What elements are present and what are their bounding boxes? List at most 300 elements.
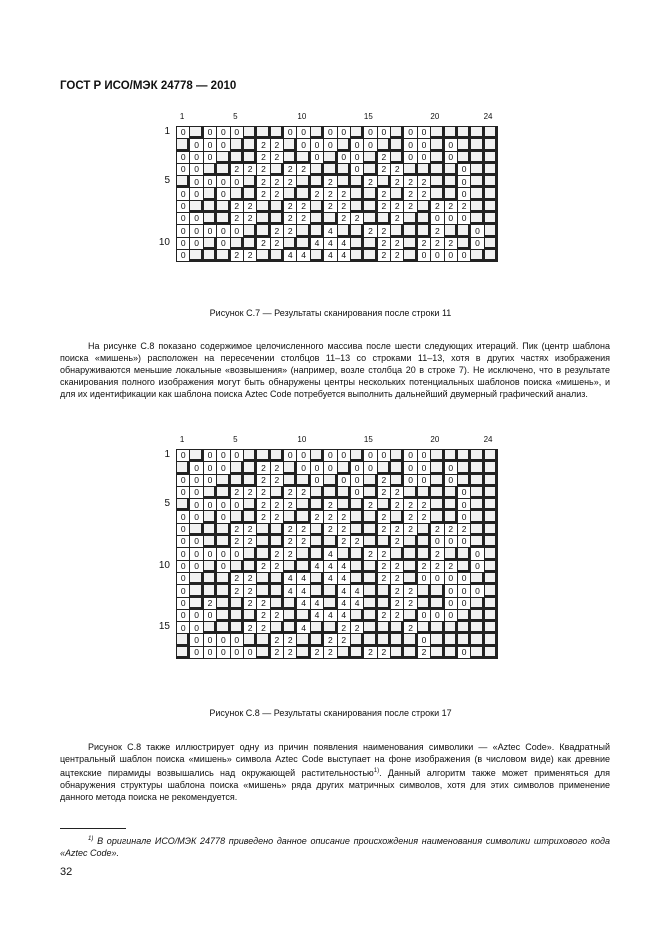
grid-cell-empty (297, 225, 310, 237)
grid-cell-empty (350, 200, 363, 212)
grid-cell-empty (243, 499, 256, 511)
grid-cell-empty (217, 597, 230, 609)
grid-cell-empty (270, 163, 283, 175)
grid-cell-empty (391, 511, 404, 523)
grid-cell-empty (284, 511, 297, 523)
grid-cell-empty (310, 523, 323, 535)
grid-cell-value: 2 (243, 200, 256, 212)
grid-cell-empty (457, 139, 470, 151)
grid-cell-value: 0 (177, 163, 190, 175)
grid-cell-value: 2 (417, 511, 430, 523)
grid-cell-value: 2 (257, 163, 270, 175)
grid-cell-value: 0 (217, 499, 230, 511)
grid-cell-empty (484, 450, 497, 462)
grid-cell-value: 2 (391, 176, 404, 188)
grid-cell-empty (377, 536, 390, 548)
grid-cell-empty (217, 609, 230, 621)
grid-cell-value: 0 (217, 225, 230, 237)
grid-cell-value: 2 (324, 200, 337, 212)
grid-cell-empty (444, 127, 457, 139)
grid-cell-value: 2 (391, 609, 404, 621)
grid-cell-empty (257, 572, 270, 584)
grid-row (177, 225, 498, 237)
grid-row (177, 450, 498, 462)
paragraph-1 (60, 340, 610, 400)
grid-cell-empty (364, 609, 377, 621)
grid-cell-empty (243, 188, 256, 200)
grid-cell-empty (203, 200, 216, 212)
grid-cell-value: 4 (324, 249, 337, 261)
grid-cell-empty (484, 188, 497, 200)
grid-cell-value: 0 (177, 523, 190, 535)
grid-cell-value: 2 (337, 213, 350, 225)
grid-cell-empty (377, 585, 390, 597)
grid-cell-value: 0 (457, 486, 470, 498)
grid-cell-empty (431, 163, 444, 175)
grid-cell-empty (284, 188, 297, 200)
grid-cell-value: 0 (217, 548, 230, 560)
figure-c7-caption: Рисунок С.7 — Результаты сканирования после строки 11 (209, 308, 452, 318)
grid-cell-empty (284, 151, 297, 163)
grid-cell-empty (257, 634, 270, 646)
grid-cell-empty (310, 548, 323, 560)
grid-cell-empty (350, 634, 363, 646)
grid-cell-value: 0 (217, 646, 230, 658)
grid-cell-empty (484, 163, 497, 175)
grid-cell-empty (391, 646, 404, 658)
grid-cell-empty (417, 163, 430, 175)
grid-cell-empty (337, 646, 350, 658)
grid-cell-empty (377, 597, 390, 609)
figure-c8-caption: Рисунок С.8 — Результаты сканирования после строки 17 (209, 708, 452, 718)
grid-cell-empty (203, 213, 216, 225)
grid-cell-value: 0 (404, 151, 417, 163)
grid-cell-empty (484, 249, 497, 261)
grid-cell-empty (444, 499, 457, 511)
grid-cell-value: 2 (324, 176, 337, 188)
grid-cell-empty (457, 127, 470, 139)
grid-cell-empty (270, 450, 283, 462)
grid-cell-value: 0 (404, 462, 417, 474)
grid-cell-empty (243, 560, 256, 572)
grid-cell-value: 2 (417, 646, 430, 658)
grid-cell-value: 4 (297, 572, 310, 584)
grid-cell-value: 2 (377, 237, 390, 249)
grid-cell-empty (471, 523, 484, 535)
grid-cell-value: 0 (444, 249, 457, 261)
grid-cell-value: 0 (417, 462, 430, 474)
grid-cell-value: 2 (270, 237, 283, 249)
grid-cell-value: 4 (297, 249, 310, 261)
grid-cell-value: 0 (203, 474, 216, 486)
grid-cell-empty (391, 548, 404, 560)
grid-cell-value: 4 (324, 609, 337, 621)
grid-cell-value: 2 (350, 622, 363, 634)
grid-cell-empty (297, 188, 310, 200)
grid-cell-value: 2 (270, 548, 283, 560)
column-number: 24 (483, 112, 493, 121)
grid-cell-value: 4 (297, 622, 310, 634)
grid-cell-empty (391, 151, 404, 163)
grid-cell-empty (404, 634, 417, 646)
grid-row (177, 213, 498, 225)
grid-cell-empty (364, 523, 377, 535)
grid-cell-value: 0 (297, 462, 310, 474)
grid-cell-empty (217, 523, 230, 535)
grid-cell-empty (484, 646, 497, 658)
grid-cell-value: 0 (377, 450, 390, 462)
grid-cell-empty (243, 139, 256, 151)
grid-cell-value: 2 (377, 249, 390, 261)
grid-cell-value: 2 (243, 486, 256, 498)
grid-cell-empty (203, 585, 216, 597)
grid-cell-empty (190, 200, 203, 212)
grid-cell-value: 0 (404, 474, 417, 486)
grid-cell-value: 2 (391, 560, 404, 572)
grid-cell-value: 0 (217, 127, 230, 139)
grid-cell-empty (417, 548, 430, 560)
grid-cell-empty (484, 560, 497, 572)
grid-cell-empty (257, 646, 270, 658)
grid-cell-value: 0 (230, 499, 243, 511)
column-number: 20 (430, 112, 440, 121)
grid-cell-empty (431, 585, 444, 597)
grid-cell-value: 2 (350, 213, 363, 225)
grid-cell-value: 0 (417, 249, 430, 261)
grid-cell-empty (457, 622, 470, 634)
grid-cell-value: 0 (190, 499, 203, 511)
grid-cell-value: 0 (417, 474, 430, 486)
grid-cell-value: 0 (177, 585, 190, 597)
grid-cell-empty (230, 139, 243, 151)
grid-cell-value: 0 (444, 572, 457, 584)
grid-row (177, 597, 498, 609)
grid-cell-empty (484, 127, 497, 139)
grid-cell-value: 0 (190, 139, 203, 151)
column-number: 5 (233, 112, 238, 121)
grid-cell-value: 0 (217, 188, 230, 200)
grid-cell-empty (431, 474, 444, 486)
grid-cell-empty (203, 486, 216, 498)
grid-cell-value: 0 (203, 548, 216, 560)
grid-cell-value: 2 (377, 151, 390, 163)
paragraph-2-tail: . Данный алгоритм также может применяться для обнаружения структуры шаблона поиска «мишень» ряда других матричных символов, хотя для этих символов применение данного метода поиска не рекомендуется. (60, 768, 610, 802)
grid-cell-empty (471, 163, 484, 175)
grid-cell-value: 0 (310, 474, 323, 486)
row-number: 1 (164, 126, 170, 137)
grid-cell-empty (230, 188, 243, 200)
grid-cell-empty (350, 450, 363, 462)
grid-cell-empty (404, 609, 417, 621)
grid-cell-empty (377, 499, 390, 511)
grid-cell-empty (350, 176, 363, 188)
grid-cell-value: 2 (310, 646, 323, 658)
grid-cell-empty (417, 523, 430, 535)
grid-cell-value: 2 (417, 237, 430, 249)
grid-cell-value: 2 (457, 200, 470, 212)
grid-cell-value: 4 (310, 597, 323, 609)
grid-cell-empty (484, 511, 497, 523)
grid-cell-empty (324, 474, 337, 486)
grid-cell-empty (391, 474, 404, 486)
grid-cell-empty (364, 622, 377, 634)
grid-cell-empty (310, 225, 323, 237)
grid-cell-value: 2 (243, 523, 256, 535)
grid-cell-value: 2 (391, 597, 404, 609)
grid-cell-value: 4 (337, 585, 350, 597)
grid-cell-value: 0 (190, 151, 203, 163)
grid-cell-value: 2 (270, 225, 283, 237)
grid-cell-value: 2 (270, 560, 283, 572)
figure-c7-grid (176, 126, 498, 262)
grid-cell-empty (203, 249, 216, 261)
column-number: 15 (363, 112, 373, 121)
grid-cell-value: 2 (257, 486, 270, 498)
grid-cell-value: 0 (177, 200, 190, 212)
grid-cell-empty (324, 163, 337, 175)
grid-cell-empty (484, 176, 497, 188)
grid-cell-value: 2 (297, 163, 310, 175)
grid-cell-empty (484, 585, 497, 597)
grid-cell-value: 0 (203, 139, 216, 151)
grid-cell-value: 0 (337, 474, 350, 486)
grid-cell-value: 2 (284, 176, 297, 188)
grid-cell-value: 2 (270, 646, 283, 658)
grid-cell-empty (484, 474, 497, 486)
grid-cell-empty (350, 572, 363, 584)
grid-cell-value: 0 (404, 139, 417, 151)
grid-cell-empty (457, 462, 470, 474)
grid-cell-empty (391, 139, 404, 151)
row-number: 15 (158, 621, 170, 633)
grid-cell-value: 0 (457, 597, 470, 609)
grid-cell-empty (417, 597, 430, 609)
grid-cell-value: 0 (324, 450, 337, 462)
grid-cell-empty (270, 597, 283, 609)
grid-cell-value: 2 (257, 188, 270, 200)
grid-cell-empty (417, 536, 430, 548)
grid-cell-empty (190, 585, 203, 597)
grid-cell-value: 0 (364, 127, 377, 139)
grid-cell-empty (484, 139, 497, 151)
grid-cell-value: 0 (457, 249, 470, 261)
grid-cell-value: 2 (284, 548, 297, 560)
grid-cell-value: 2 (284, 200, 297, 212)
grid-cell-empty (350, 499, 363, 511)
grid-cell-empty (484, 200, 497, 212)
grid-cell-value: 0 (324, 462, 337, 474)
grid-cell-value: 0 (364, 139, 377, 151)
grid-cell-value: 0 (230, 450, 243, 462)
grid-cell-value: 4 (324, 572, 337, 584)
grid-cell-empty (431, 622, 444, 634)
column-number: 15 (363, 435, 373, 444)
grid-cell-empty (364, 200, 377, 212)
grid-cell-value: 0 (310, 139, 323, 151)
grid-cell-value: 0 (417, 609, 430, 621)
grid-cell-empty (217, 585, 230, 597)
footnote-separator (60, 828, 126, 829)
grid-cell-value: 0 (217, 462, 230, 474)
grid-cell-empty (337, 176, 350, 188)
grid-cell-value: 2 (257, 151, 270, 163)
grid-cell-value: 2 (270, 499, 283, 511)
grid-row (177, 511, 498, 523)
grid-cell-empty (444, 176, 457, 188)
grid-cell-empty (297, 609, 310, 621)
grid-cell-value: 2 (391, 486, 404, 498)
column-number: 1 (179, 112, 185, 121)
grid-cell-value: 2 (297, 200, 310, 212)
row-number: 10 (158, 559, 170, 571)
grid-cell-value: 2 (431, 548, 444, 560)
grid-cell-value: 0 (177, 536, 190, 548)
grid-cell-empty (391, 634, 404, 646)
grid-cell-value: 2 (257, 237, 270, 249)
grid-cell-value: 0 (177, 609, 190, 621)
grid-cell-empty (457, 474, 470, 486)
grid-cell-empty (404, 213, 417, 225)
grid-cell-value: 0 (190, 176, 203, 188)
grid-cell-value: 0 (190, 486, 203, 498)
grid-cell-value: 0 (230, 127, 243, 139)
grid-cell-empty (364, 511, 377, 523)
grid-cell-value: 2 (444, 560, 457, 572)
grid-row (177, 127, 498, 139)
grid-cell-empty (471, 511, 484, 523)
grid-cell-empty (484, 536, 497, 548)
grid-cell-value: 2 (257, 511, 270, 523)
grid-cell-empty (484, 237, 497, 249)
grid-cell-value: 2 (324, 511, 337, 523)
grid-cell-empty (377, 622, 390, 634)
grid-cell-value: 0 (444, 609, 457, 621)
grid-cell-empty (444, 450, 457, 462)
grid-cell-value: 0 (457, 499, 470, 511)
grid-cell-value: 2 (310, 511, 323, 523)
grid-cell-value: 2 (391, 200, 404, 212)
grid-cell-empty (404, 646, 417, 658)
grid-cell-value: 2 (284, 486, 297, 498)
grid-cell-value: 0 (377, 127, 390, 139)
grid-cell-empty (310, 572, 323, 584)
grid-cell-empty (444, 188, 457, 200)
grid-cell-value: 0 (217, 560, 230, 572)
grid-cell-value: 0 (190, 622, 203, 634)
grid-cell-empty (431, 486, 444, 498)
grid-cell-empty (337, 139, 350, 151)
grid-cell-value: 2 (284, 634, 297, 646)
grid-cell-value: 2 (243, 536, 256, 548)
grid-cell-empty (203, 572, 216, 584)
grid-cell-empty (177, 499, 190, 511)
grid-cell-empty (457, 237, 470, 249)
grid-cell-value: 0 (431, 536, 444, 548)
grid-cell-value: 2 (310, 188, 323, 200)
grid-cell-value: 2 (284, 163, 297, 175)
grid-cell-empty (243, 548, 256, 560)
grid-cell-value: 2 (324, 523, 337, 535)
grid-cell-value: 0 (177, 486, 190, 498)
grid-cell-empty (377, 634, 390, 646)
grid-cell-value: 4 (310, 237, 323, 249)
grid-cell-empty (190, 249, 203, 261)
grid-cell-empty (230, 622, 243, 634)
grid-cell-empty (310, 499, 323, 511)
grid-cell-value: 2 (270, 176, 283, 188)
grid-cell-empty (284, 609, 297, 621)
grid-cell-value: 0 (457, 585, 470, 597)
grid-cell-empty (230, 511, 243, 523)
grid-cell-empty (243, 450, 256, 462)
grid-cell-empty (217, 474, 230, 486)
grid-cell-empty (203, 560, 216, 572)
grid-cell-empty (391, 225, 404, 237)
grid-cell-value: 2 (417, 499, 430, 511)
grid-cell-empty (484, 622, 497, 634)
grid-cell-value: 0 (297, 450, 310, 462)
grid-cell-value: 0 (203, 225, 216, 237)
grid-cell-value: 4 (284, 585, 297, 597)
grid-cell-value: 0 (177, 237, 190, 249)
footnote-mark: 1) (88, 836, 94, 842)
grid-cell-value: 2 (297, 213, 310, 225)
grid-cell-value: 0 (350, 462, 363, 474)
grid-cell-value: 2 (230, 585, 243, 597)
grid-cell-empty (484, 225, 497, 237)
grid-cell-value: 2 (270, 139, 283, 151)
grid-cell-empty (203, 511, 216, 523)
column-number: 10 (297, 435, 307, 444)
grid-cell-empty (217, 572, 230, 584)
grid-cell-value: 2 (243, 585, 256, 597)
grid-cell-value: 0 (203, 609, 216, 621)
grid-cell-value: 2 (391, 499, 404, 511)
grid-cell-value: 0 (417, 139, 430, 151)
grid-cell-value: 0 (203, 151, 216, 163)
grid-cell-value: 2 (270, 151, 283, 163)
grid-cell-empty (257, 213, 270, 225)
grid-cell-empty (230, 560, 243, 572)
grid-cell-value: 0 (444, 474, 457, 486)
grid-cell-empty (270, 486, 283, 498)
grid-cell-value: 0 (203, 127, 216, 139)
grid-cell-empty (230, 597, 243, 609)
grid-cell-empty (471, 486, 484, 498)
grid-cell-value: 2 (284, 523, 297, 535)
grid-row (177, 474, 498, 486)
grid-cell-empty (444, 634, 457, 646)
grid-row (177, 462, 498, 474)
grid-cell-value: 0 (203, 646, 216, 658)
grid-cell-empty (364, 474, 377, 486)
grid-cell-empty (471, 151, 484, 163)
grid-cell-empty (270, 249, 283, 261)
grid-cell-empty (404, 249, 417, 261)
grid-cell-value: 0 (177, 225, 190, 237)
grid-cell-empty (431, 597, 444, 609)
grid-cell-empty (364, 249, 377, 261)
grid-cell-empty (431, 646, 444, 658)
grid-cell-value: 0 (457, 536, 470, 548)
grid-cell-empty (203, 237, 216, 249)
grid-cell-empty (404, 486, 417, 498)
grid-cell-empty (484, 597, 497, 609)
grid-cell-empty (230, 462, 243, 474)
column-number: 24 (483, 435, 493, 444)
grid-row (177, 646, 498, 658)
grid-cell-empty (457, 634, 470, 646)
